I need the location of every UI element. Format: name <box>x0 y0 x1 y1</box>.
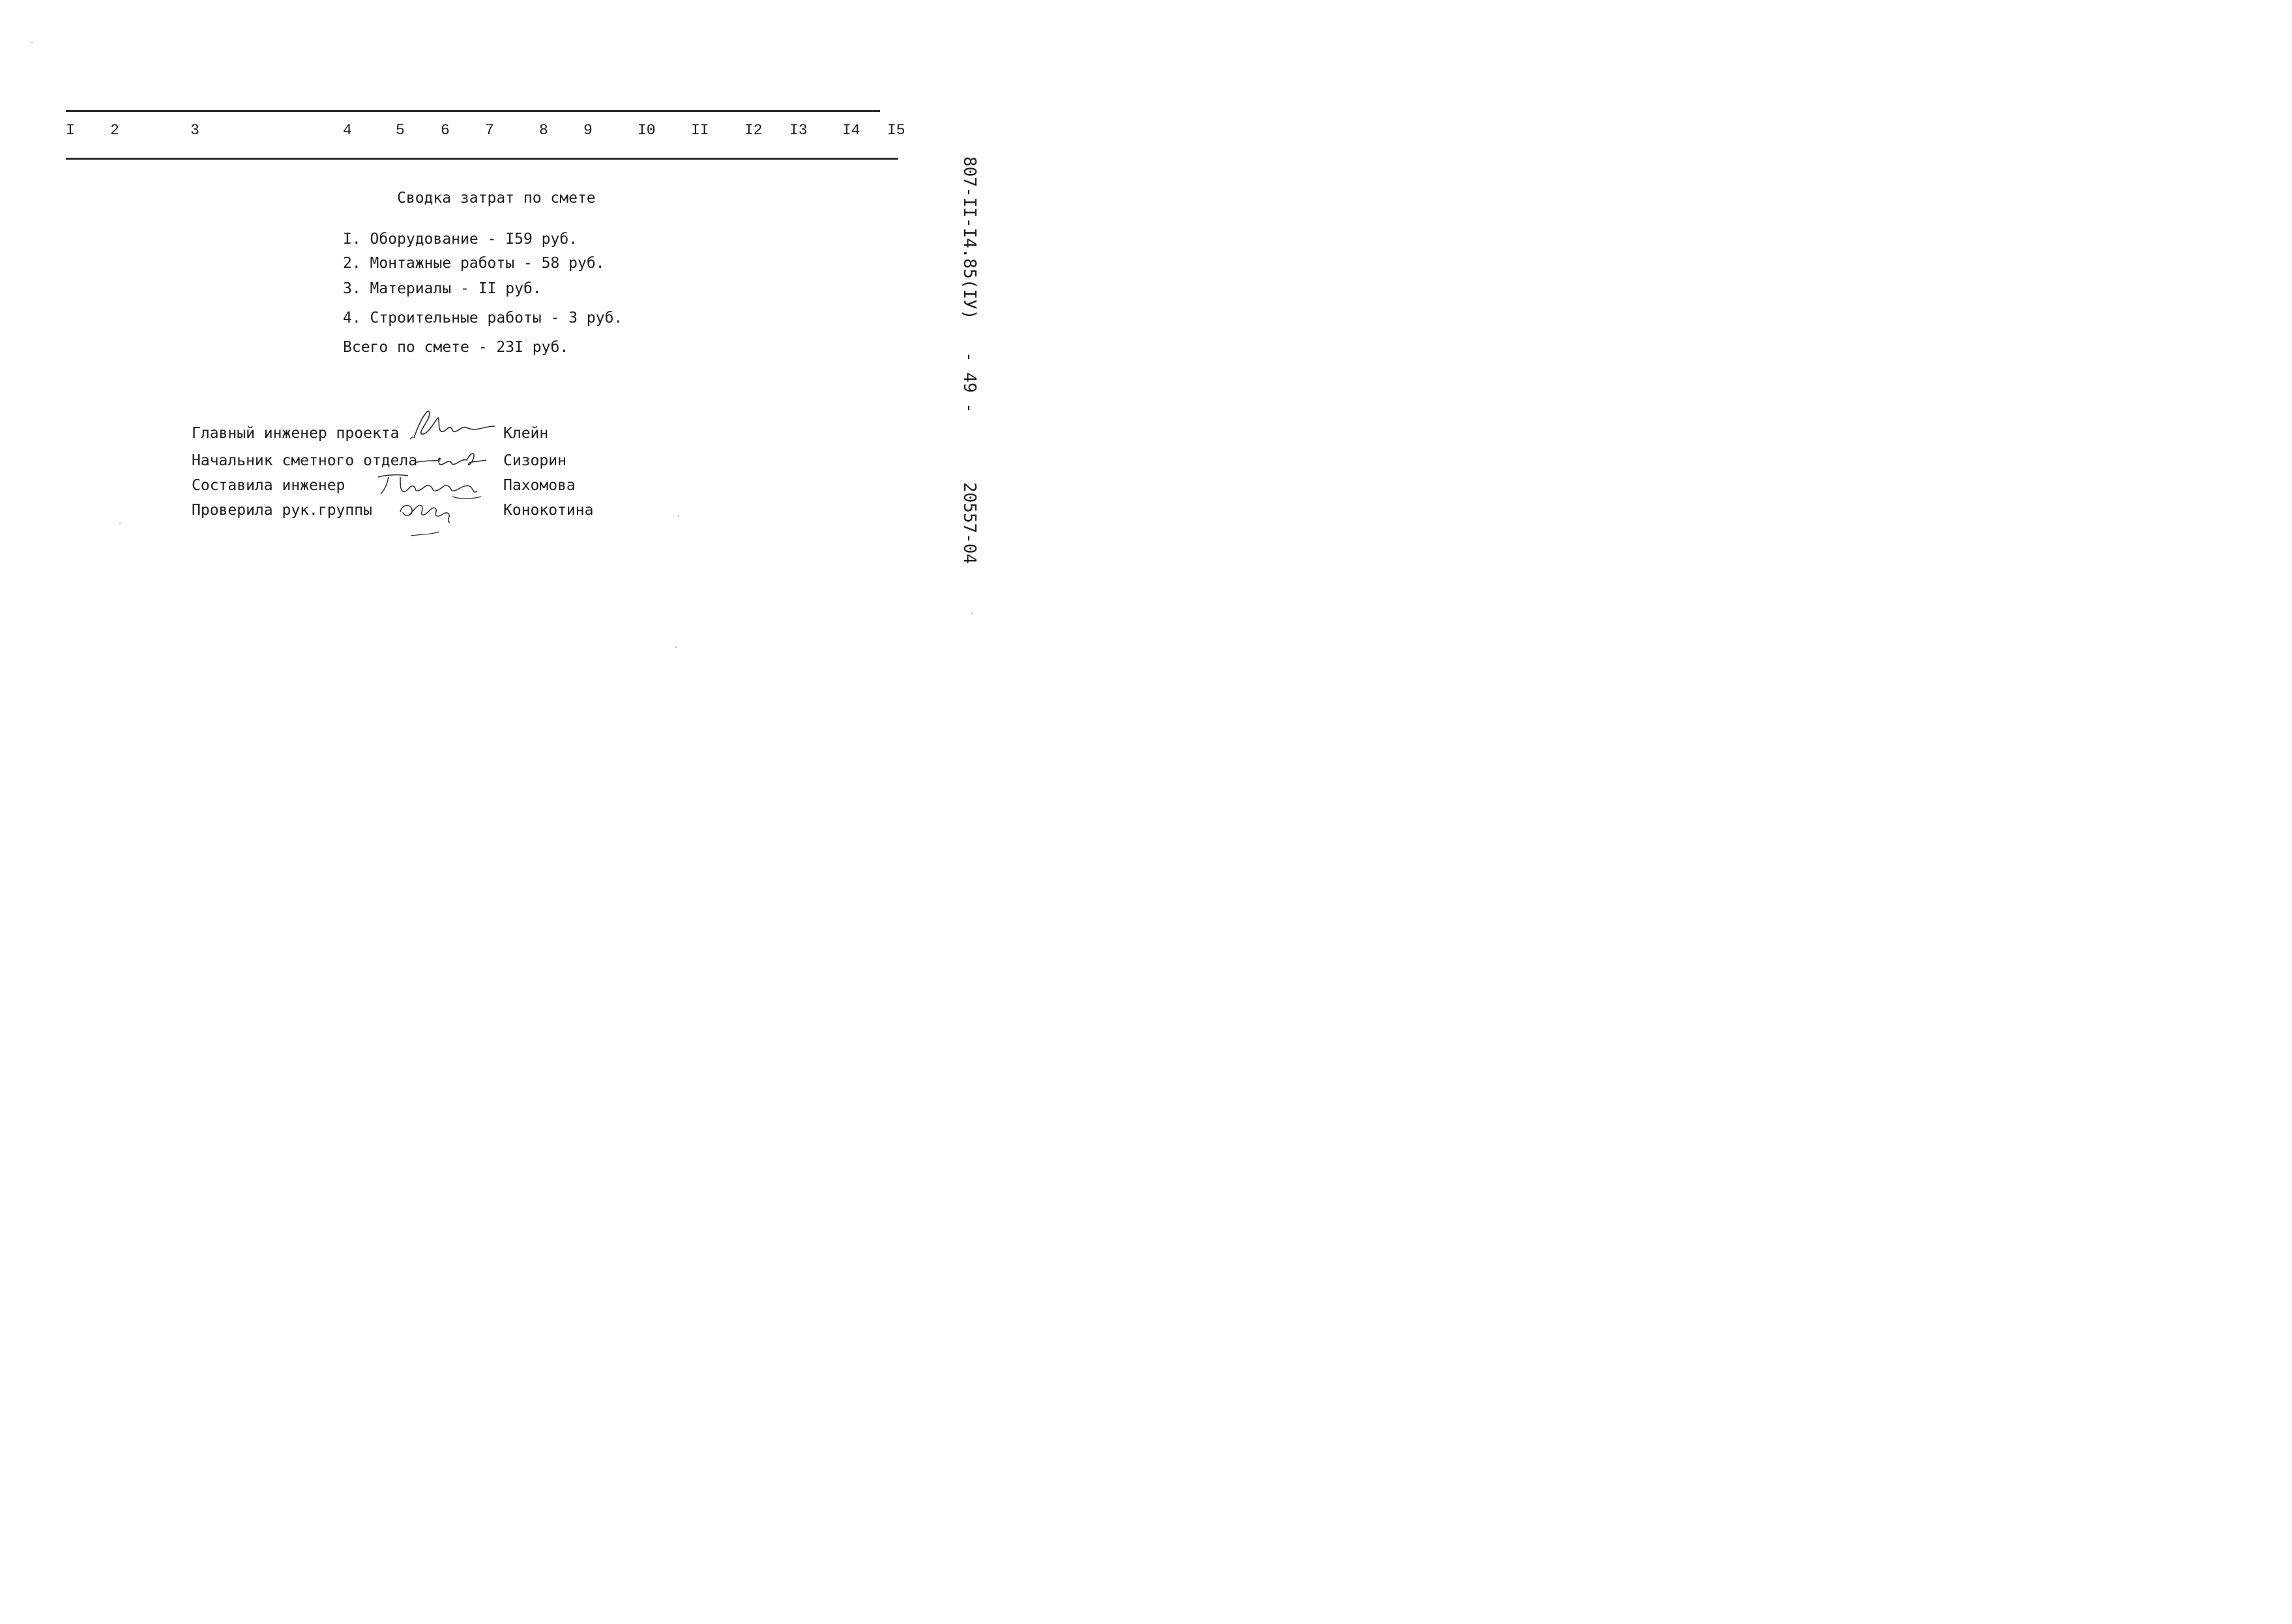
document-page <box>0 0 1017 721</box>
document-code: 807-II-I4.85(IУ) <box>960 156 979 320</box>
page-number: - 49 - <box>960 352 979 413</box>
signature-role-estimate-head: Начальник сметного отдела <box>192 452 418 469</box>
column-number: I3 <box>789 122 808 139</box>
signature-name-konokotina: Конокотина <box>503 502 594 519</box>
summary-item-equipment: I. Оборудование - I59 руб. <box>343 231 578 248</box>
signature-role-group-lead: Проверила рук.группы <box>192 502 372 519</box>
summary-title: Сводка затрат по смете <box>397 190 596 207</box>
scan-speck <box>678 515 679 516</box>
column-number: I4 <box>842 122 860 139</box>
column-number: 8 <box>539 122 548 139</box>
column-number: I0 <box>638 122 656 139</box>
handwritten-signature-1 <box>407 404 499 443</box>
column-number: 7 <box>485 122 494 139</box>
column-number: 5 <box>396 122 405 139</box>
scan-speck <box>119 523 121 524</box>
column-number: I <box>66 122 75 139</box>
scan-speck <box>31 42 33 43</box>
handwritten-signature-4 <box>395 497 460 538</box>
column-number: I5 <box>887 122 905 139</box>
signature-name-klein: Клейн <box>503 425 549 442</box>
handwritten-signature-2 <box>411 447 489 473</box>
signature-name-sizorin: Сизорин <box>503 452 566 469</box>
column-number: 4 <box>343 122 352 139</box>
column-number: 3 <box>190 122 199 139</box>
summary-total: Всего по смете - 23I руб. <box>343 339 569 356</box>
archive-number: 20557-04 <box>960 482 979 564</box>
column-number: 9 <box>583 122 593 139</box>
scan-speck <box>971 613 973 614</box>
header-top-rule <box>66 110 880 112</box>
column-number: II <box>691 122 709 139</box>
column-number: 2 <box>110 122 119 139</box>
scan-speck <box>675 646 677 648</box>
signature-role-engineer: Составила инженер <box>192 477 345 494</box>
column-number: I2 <box>744 122 763 139</box>
summary-item-installation: 2. Монтажные работы - 58 руб. <box>343 255 605 272</box>
column-number: 6 <box>441 122 450 139</box>
signature-name-pakhomova: Пахомова <box>503 477 576 494</box>
summary-item-materials: 3. Материалы - II руб. <box>343 280 542 297</box>
summary-item-construction: 4. Строительные работы - 3 руб. <box>343 310 623 326</box>
signature-role-chief-engineer: Главный инженер проекта <box>192 425 400 442</box>
header-bottom-rule <box>66 158 898 160</box>
